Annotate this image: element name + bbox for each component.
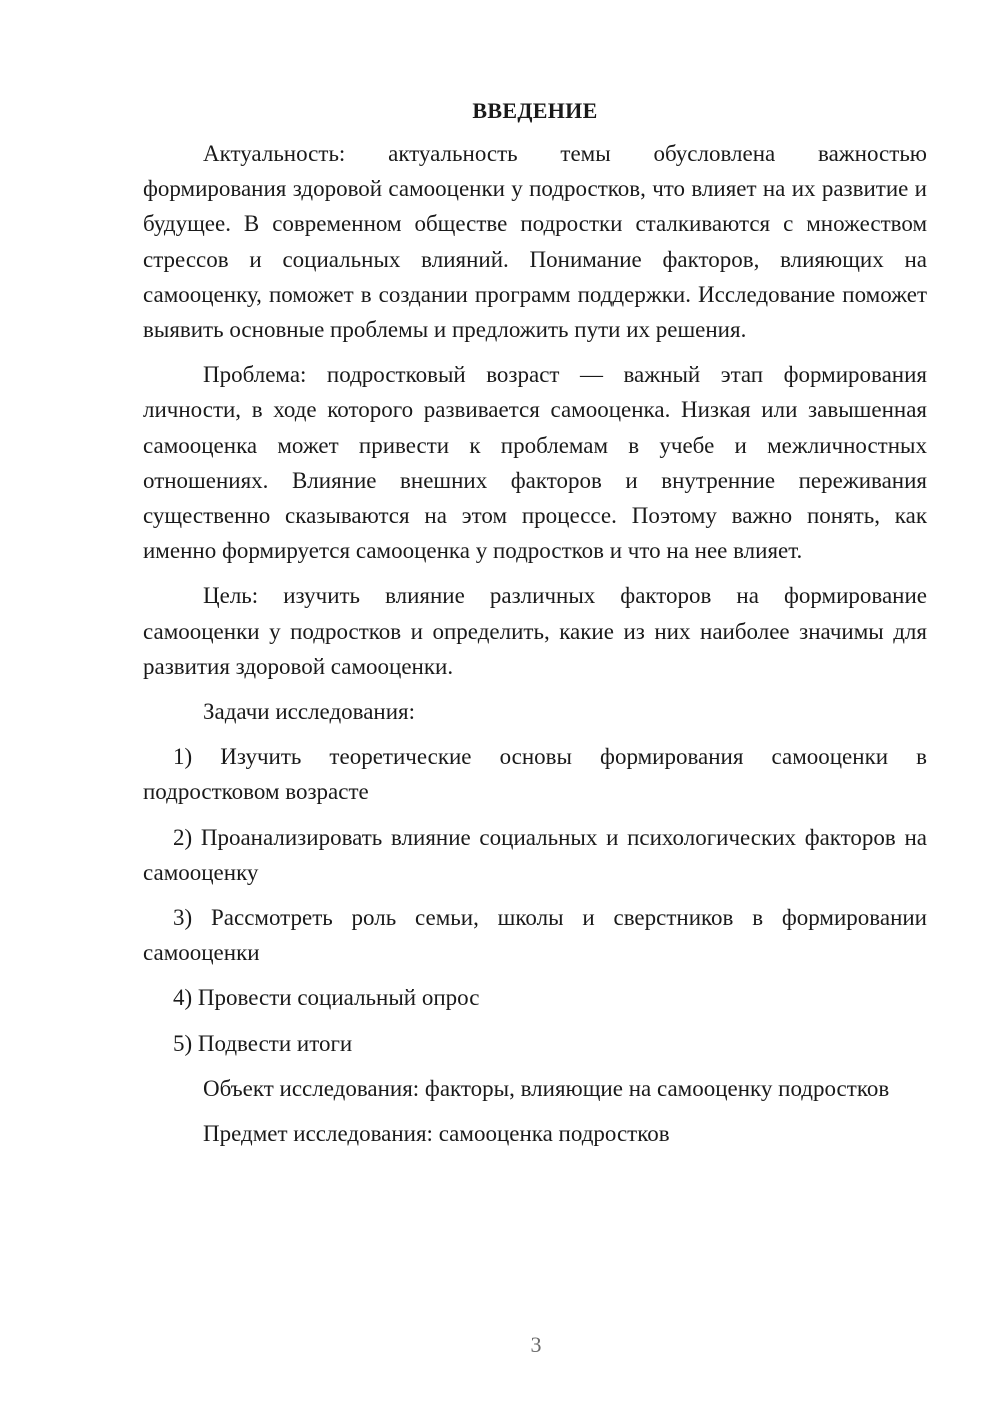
list-item: 4) Провести социальный опрос bbox=[173, 985, 480, 1011]
list-item: 3) Рассмотреть роль семьи, школы и сверстников в формировании самооценки bbox=[143, 905, 927, 966]
list-item: 5) Подвести итоги bbox=[173, 1030, 353, 1056]
page-title: ВВЕДЕНИЕ bbox=[472, 98, 598, 123]
paragraph-subject: Предмет исследования: самооценка подростков bbox=[203, 1121, 670, 1147]
list-item: 1) Изучить теоретические основы формирования самооценки в подростковом возрасте bbox=[143, 744, 927, 805]
page-number: 3 bbox=[530, 1332, 542, 1357]
paragraph-object: Объект исследования: факторы, влияющие на самооценку подростков bbox=[203, 1075, 890, 1101]
paragraph-tasks-heading: Задачи исследования: bbox=[203, 699, 416, 725]
task-list bbox=[143, 739, 927, 1061]
paragraph-goal: Цель: изучить влияние различных факторов на формирование самооценки у подростков и определить, какие из них наиболее значимы для развития здоровой самооценки. bbox=[143, 583, 927, 679]
list-item: 2) Проанализировать влияние социальных и психологических факторов на самооценку bbox=[143, 824, 927, 885]
paragraph-relevance: Актуальность: актуальность темы обусловлена важностью формирования здоровой самооценки у подростков, что влияет на их развитие и будущее. В современном обществе подростки сталкиваются с множеством стрессов и социальных влияний. Понимание факторов, влияющих на самооценку, поможет в создании программ поддержки. Исследование поможет выявить основные проблемы и предложить пути их решения. bbox=[143, 141, 927, 343]
page-content bbox=[143, 93, 927, 1161]
paragraph-problem: Проблема: подростковый возраст — важный этап формирования личности, в ходе которого развивается самооценка. Низкая или завышенная самооценка может привести к проблемам в учебе и межличностных отношениях. Влияние внешних факторов и внутренние переживания существенно сказываются на этом процессе. Поэтому важно понять, как именно формируется самооценка у подростков и что на нее влияет. bbox=[143, 362, 927, 564]
